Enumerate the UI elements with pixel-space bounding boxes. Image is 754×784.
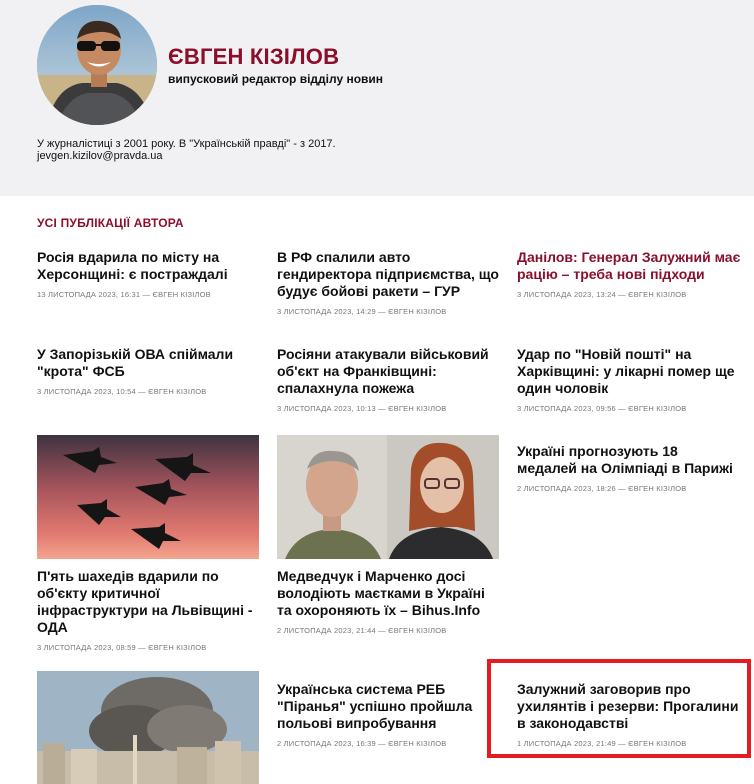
article-meta: 3 ЛИСТОПАДА 2023, 08:59 — ЄВГЕН КІЗІЛОВ: [37, 643, 207, 652]
article-meta: 2 ЛИСТОПАДА 2023, 21:44 — ЄВГЕН КІЗІЛОВ: [277, 626, 447, 635]
article-title[interactable]: Україні прогнозують 18 медалей на Олімпіаді в Парижі: [517, 443, 733, 476]
article-card[interactable]: [37, 346, 261, 396]
article-title[interactable]: Медведчук і Марченко досі володіють маєтками в Україні та охороняють їх – Bihus.Info: [277, 568, 485, 618]
article-thumbnail-portraits[interactable]: [277, 435, 499, 559]
author-bio-text: У журналістиці з 2001 року. В "Українській правді" - з 2017.: [37, 138, 336, 150]
article-title[interactable]: П'ять шахедів вдарили по об'єкту критичної інфраструктури на Львівщині - ОДА: [37, 568, 253, 635]
author-role: випусковий редактор відділу новин: [168, 72, 384, 86]
section-title: УСІ ПУБЛІКАЦІЇ АВТОРА: [37, 216, 184, 230]
article-meta: 2 ЛИСТОПАДА 2023, 16:39 — ЄВГЕН КІЗІЛОВ: [277, 739, 447, 748]
article-meta: 3 ЛИСТОПАДА 2023, 10:13 — ЄВГЕН КІЗІЛОВ: [277, 404, 447, 413]
article-card[interactable]: [37, 249, 261, 299]
article-title[interactable]: Залужний заговорив про ухилянтів і резерви: Прогалини в законодавстві: [517, 681, 739, 731]
article-title[interactable]: Росія вдарила по місту на Херсонщині: є постраждалі: [37, 249, 228, 282]
author-email[interactable]: jevgen.kizilov@pravda.ua: [37, 150, 163, 162]
article-title[interactable]: У Запорізькій ОВА спіймали "крота" ФСБ: [37, 346, 234, 379]
article-meta: 3 ЛИСТОПАДА 2023, 13:24 — ЄВГЕН КІЗІЛОВ: [517, 290, 687, 299]
article-meta: 3 ЛИСТОПАДА 2023, 14:29 — ЄВГЕН КІЗІЛОВ: [277, 307, 447, 316]
article-card[interactable]: [277, 346, 501, 413]
article-card[interactable]: [37, 671, 261, 784]
article-title[interactable]: Данілов: Генерал Залужний має рацію – треба нові підходи: [517, 249, 741, 282]
article-card[interactable]: [277, 249, 501, 316]
article-card[interactable]: [517, 443, 741, 493]
article-title[interactable]: Удар по "Новій пошті" на Харківщині: у лікарні помер ще один чоловік: [517, 346, 735, 396]
author-bio: [37, 138, 336, 162]
article-meta: 3 ЛИСТОПАДА 2023, 10:54 — ЄВГЕН КІЗІЛОВ: [37, 387, 207, 396]
article-title[interactable]: В РФ спалили авто гендиректора підприємства, що будує бойові ракети – ГУР: [277, 249, 499, 299]
article-thumbnail-smoke[interactable]: [37, 671, 259, 784]
article-card[interactable]: [517, 249, 741, 299]
author-avatar: [37, 5, 157, 125]
article-meta: 2 ЛИСТОПАДА 2023, 18:26 — ЄВГЕН КІЗІЛОВ: [517, 484, 687, 493]
article-title[interactable]: Українська система РЕБ "Піранья" успішно пройшла польові випробування: [277, 681, 473, 731]
highlight-box: [487, 659, 751, 758]
article-card[interactable]: [37, 435, 261, 652]
article-card[interactable]: [277, 435, 501, 635]
article-meta: 1 ЛИСТОПАДА 2023, 21:49 — ЄВГЕН КІЗІЛОВ: [517, 739, 687, 748]
article-card[interactable]: [517, 346, 741, 413]
article-meta: 3 ЛИСТОПАДА 2023, 09:56 — ЄВГЕН КІЗІЛОВ: [517, 404, 687, 413]
article-thumbnail-drones[interactable]: [37, 435, 259, 559]
article-card[interactable]: [277, 681, 501, 748]
article-meta: 13 ЛИСТОПАДА 2023, 16:31 — ЄВГЕН КІЗІЛОВ: [37, 290, 211, 299]
article-title[interactable]: Росіяни атакували військовий об'єкт на Франківщині: спалахнула пожежа: [277, 346, 489, 396]
author-name: ЄВГЕН КІЗІЛОВ: [168, 44, 340, 69]
author-profile: [0, 0, 754, 196]
